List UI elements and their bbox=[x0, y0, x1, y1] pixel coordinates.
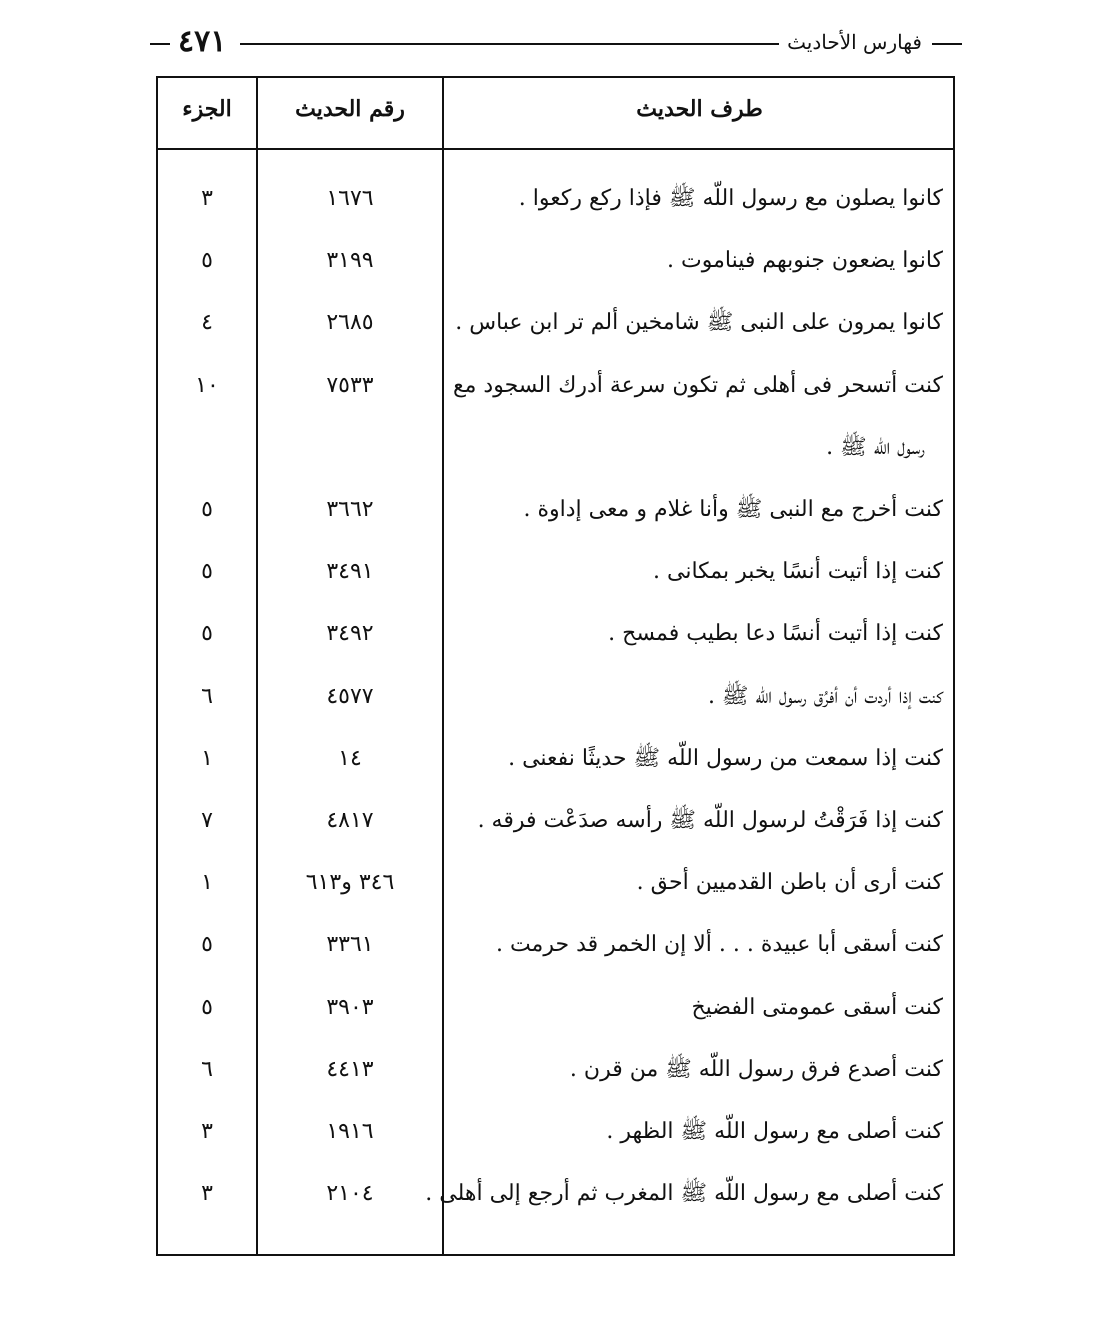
table-row bbox=[158, 481, 953, 543]
hadith-text: كانوا يمرون على النبى ﷺ شامخين ألم تر ابن عباس . bbox=[455, 310, 943, 336]
hadith-text: كنت أسقى أبا عبيدة . . . ألا إن الخمر قد حرمت . bbox=[495, 932, 943, 958]
volume-number: ١ bbox=[201, 745, 213, 771]
hadith-text: رسول اللّه ﷺ . bbox=[826, 434, 925, 460]
volume-number: ٥ bbox=[201, 497, 213, 522]
hadith-text: كانوا يصلون مع رسول اللّه ﷺ فإذا ركع ركعوا . bbox=[518, 186, 943, 211]
hadith-number: ٢١٠٤ bbox=[326, 1181, 374, 1207]
table-row bbox=[158, 1041, 953, 1103]
table-row bbox=[158, 854, 953, 916]
table-row bbox=[158, 916, 953, 978]
hadith-number: ٣٤٩١ bbox=[326, 559, 374, 585]
hadith-text: كنت أصلى مع رسول اللّه ﷺ المغرب ثم أرجع إلى أهلى . bbox=[425, 1181, 943, 1207]
hadith-text: كنت أصدع فرق رسول اللّه ﷺ من قرن . bbox=[569, 1056, 943, 1082]
hadith-number: ٣٣٦١ bbox=[326, 932, 374, 958]
hadith-number: ٧٥٣٣ bbox=[326, 372, 374, 398]
hadith-number: ٣٤٩٢ bbox=[326, 621, 374, 647]
hadith-number: ٣٦٦٢ bbox=[326, 497, 374, 522]
hadith-text: كنت أتسحر فى أهلى ثم تكون سرعة أدرك السجود مع bbox=[452, 372, 943, 398]
hadith-number: ١٤ bbox=[338, 745, 362, 771]
hadith-text: كنت أسقى عمومتى الفضيخ bbox=[691, 994, 943, 1020]
volume-number: ٥ bbox=[201, 932, 213, 958]
hadith-text: كنت إذا أتيت أنسًا دعا بطيب فمسح . bbox=[608, 621, 943, 647]
hadith-number: ٤٨١٧ bbox=[326, 808, 374, 833]
hadith-number: ٢٦٨٥ bbox=[326, 310, 374, 336]
table-row bbox=[158, 419, 953, 481]
hadith-number: ١٩١٦ bbox=[326, 1119, 374, 1144]
volume-number: ١٠ bbox=[195, 372, 219, 398]
volume-number: ٧ bbox=[201, 808, 213, 833]
table-row bbox=[158, 668, 953, 730]
hadith-text: كنت أخرج مع النبى ﷺ وأنا غلام و معى إداوة . bbox=[523, 497, 943, 522]
volume-number: ٥ bbox=[201, 248, 213, 274]
header-rule-left bbox=[150, 43, 170, 45]
table-row bbox=[158, 792, 953, 854]
running-title: فهارس الأحاديث bbox=[779, 30, 932, 54]
table-row bbox=[158, 294, 953, 356]
hadith-text: كنت أرى أن باطن القدميين أحق . bbox=[636, 870, 943, 896]
table-row bbox=[158, 357, 953, 419]
volume-number: ٥ bbox=[201, 559, 213, 585]
table-row bbox=[158, 543, 953, 605]
volume-number: ٦ bbox=[201, 683, 213, 709]
table-row bbox=[158, 605, 953, 667]
hadith-index-table bbox=[156, 76, 955, 1256]
column-header-hadith: طرف الحديث bbox=[636, 96, 763, 122]
header-rule-right bbox=[940, 43, 962, 45]
table-row bbox=[158, 979, 953, 1041]
hadith-text: كنت إذا أردت أن أفرُق رسول اللّه ﷺ . bbox=[707, 683, 943, 709]
table-row bbox=[158, 1165, 953, 1227]
volume-number: ١ bbox=[201, 870, 213, 896]
hadith-number: ٣٩٠٣ bbox=[326, 994, 374, 1020]
table-row bbox=[158, 170, 953, 232]
hadith-text: كانوا يضعون جنوبهم فيناموت . bbox=[667, 248, 943, 274]
hadith-number: ١٦٧٦ bbox=[326, 186, 374, 211]
hadith-number: ٤٤١٣ bbox=[326, 1056, 374, 1082]
table-row bbox=[158, 1103, 953, 1165]
volume-number: ٥ bbox=[201, 994, 213, 1020]
hadith-number: ٤٥٧٧ bbox=[326, 683, 374, 709]
volume-number: ٣ bbox=[201, 1119, 213, 1144]
hadith-number: ٣٤٦ و٦١٣ bbox=[305, 870, 395, 896]
volume-number: ٣ bbox=[201, 186, 213, 211]
volume-number: ٣ bbox=[201, 1181, 213, 1207]
header-row-divider bbox=[158, 148, 953, 150]
table-row bbox=[158, 730, 953, 792]
hadith-number: ٣١٩٩ bbox=[326, 248, 374, 274]
column-header-juz: الجزء bbox=[182, 96, 232, 122]
volume-number: ٤ bbox=[201, 310, 213, 336]
hadith-text: كنت أصلى مع رسول اللّه ﷺ الظهر . bbox=[606, 1119, 943, 1144]
volume-number: ٦ bbox=[201, 1056, 213, 1082]
column-header-number: رقم الحديث bbox=[295, 96, 405, 122]
hadith-text: كنت إذا فَرَقْتُ لرسول اللّه ﷺ رأسه صدَعْت فرقه . bbox=[477, 808, 943, 833]
volume-number: ٥ bbox=[201, 621, 213, 647]
page-number: ٤٧١ bbox=[178, 24, 227, 59]
table-row bbox=[158, 232, 953, 294]
hadith-text: كنت إذا أتيت أنسًا يخبر بمكانى . bbox=[653, 559, 943, 585]
page-header bbox=[150, 26, 962, 62]
hadith-text: كنت إذا سمعت من رسول اللّه ﷺ حديثًا نفعنى . bbox=[508, 745, 943, 771]
